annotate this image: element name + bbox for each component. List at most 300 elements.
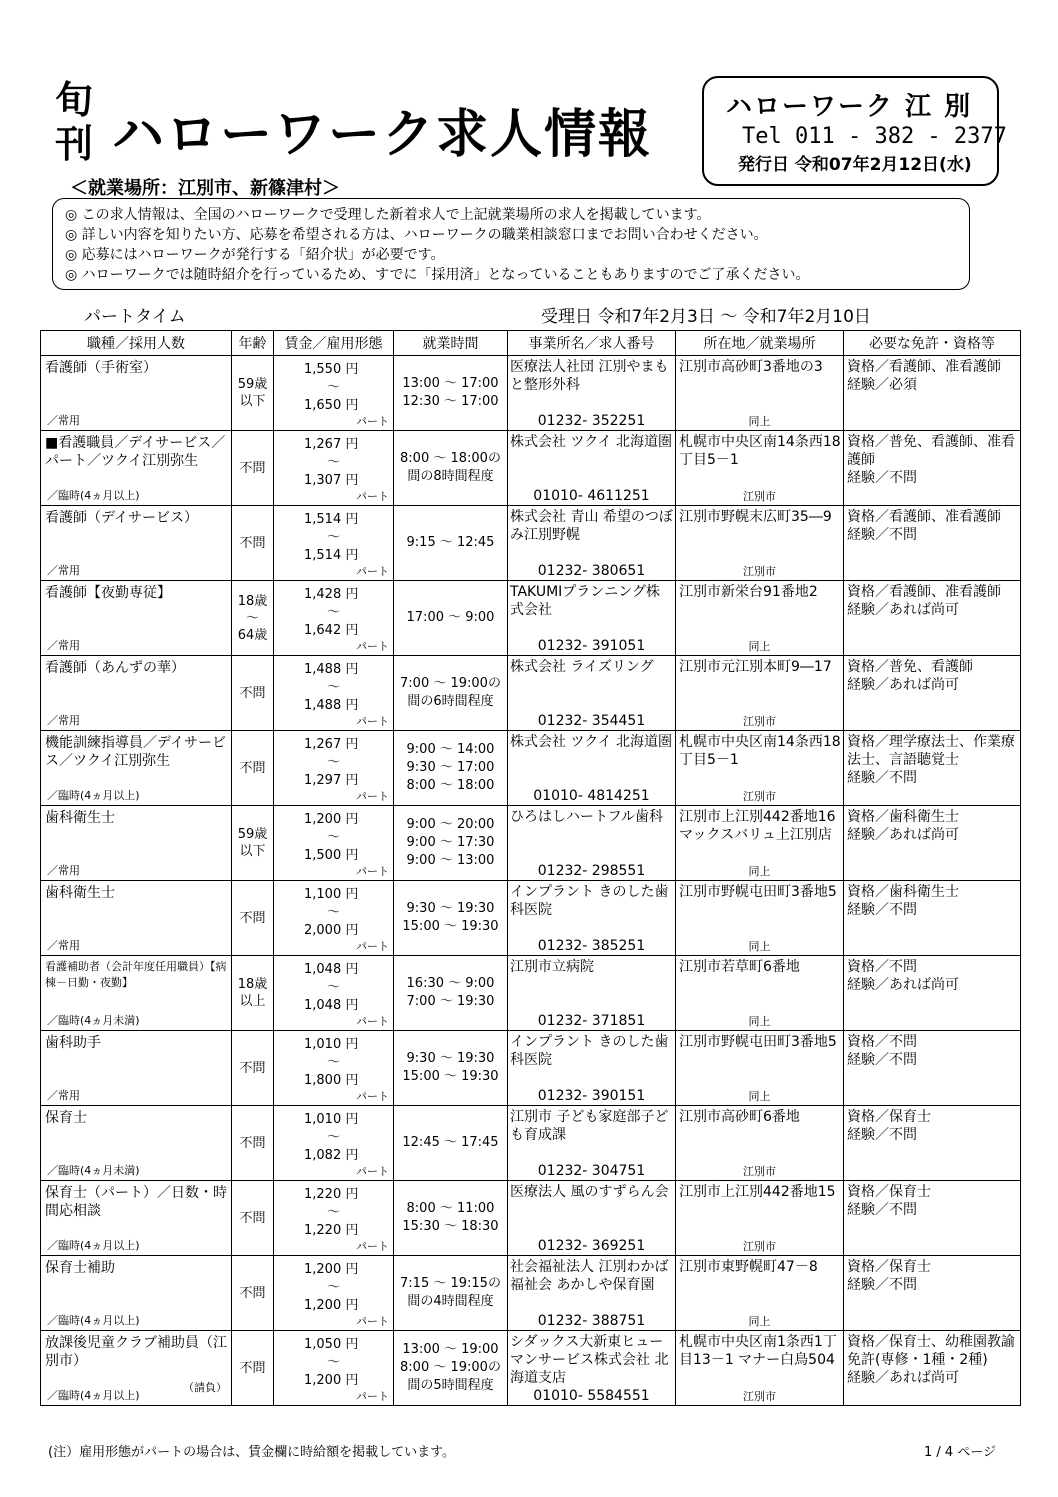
wage-type: パート <box>356 1390 389 1403</box>
company-location: 札幌市中央区南1条西1丁目13－1 マナー白鳥504 <box>679 1334 837 1368</box>
wage-type: パート <box>356 565 389 578</box>
table-row <box>41 1331 1021 1406</box>
note-line: ◎ 詳しい内容を知りたい方、応募を希望される方は、ハローワークの職業相談窓口までお問い合わせください。 <box>65 227 768 243</box>
wage-type: パート <box>356 640 389 653</box>
work-hours: 9:00 ～ 20:00 9:00 ～ 17:30 9:00 ～ 13:00 <box>406 817 495 868</box>
col-header-company: 事業所名／求人番号 <box>508 331 676 356</box>
wage-max: 1,297 円 <box>304 773 359 788</box>
wage-type: パート <box>356 1165 389 1178</box>
work-hours: 8:00 ～ 18:00の間の8時間程度 <box>400 451 501 484</box>
work-hours: 9:30 ～ 19:30 15:00 ～ 19:30 <box>402 1051 499 1084</box>
hours-cell <box>394 1331 508 1406</box>
workplace: 江別市 <box>743 490 776 503</box>
job-number: 01232- 369251 <box>537 1238 646 1254</box>
table-row <box>41 506 1021 581</box>
hours-cell <box>394 656 508 731</box>
location-cell <box>676 506 844 581</box>
company-name: ひろはしハートフル歯科 <box>510 809 664 825</box>
age-cell <box>232 1181 274 1256</box>
hours-cell <box>394 431 508 506</box>
job-number: 01232- 388751 <box>537 1313 646 1329</box>
work-hours: 9:00 ～ 14:00 9:30 ～ 17:00 8:00 ～ 18:00 <box>406 742 495 793</box>
requirements-cell <box>844 1331 1021 1406</box>
work-hours: 7:00 ～ 19:00の間の6時間程度 <box>400 676 501 709</box>
location-cell <box>676 956 844 1031</box>
age-cell <box>232 431 274 506</box>
requirements: 資格／歯科衛生士 経験／あれば尚可 <box>847 809 959 843</box>
requirements-cell <box>844 656 1021 731</box>
table-row <box>41 431 1021 506</box>
job-title: 看護師（手術室） <box>45 360 157 376</box>
wage-max: 1,200 円 <box>304 1373 359 1388</box>
job-number: 01232- 298551 <box>537 863 646 879</box>
col-header-requirements: 必要な免許・資格等 <box>844 331 1021 356</box>
wage-tilde: ～ <box>326 755 340 770</box>
job-number: 01232- 371851 <box>537 1013 646 1029</box>
wage-cell <box>274 881 394 956</box>
employment-type: ／常用 <box>47 939 80 952</box>
requirements-cell <box>844 956 1021 1031</box>
job-cell <box>41 956 232 1031</box>
requirements: 資格／保育士 経験／不問 <box>847 1184 931 1218</box>
requirements: 資格／保育士 経験／不問 <box>847 1259 931 1293</box>
table-header-row <box>41 331 1021 356</box>
age-cell <box>232 1256 274 1331</box>
workplace: 江別市 <box>743 1240 776 1253</box>
company-name: シダックス大新東ヒューマンサービス株式会社 北海道支店 <box>510 1334 669 1386</box>
requirements: 資格／保育士 経験／不問 <box>847 1109 931 1143</box>
wage-tilde: ～ <box>326 1280 340 1295</box>
company-name: インプラント きのした歯科医院 <box>510 1034 669 1068</box>
job-cell <box>41 1181 232 1256</box>
job-number: 01232- 385251 <box>537 938 646 954</box>
job-number: 01232- 390151 <box>537 1088 646 1104</box>
wage-cell <box>274 1181 394 1256</box>
job-cell <box>41 656 232 731</box>
table-row <box>41 806 1021 881</box>
job-title: 保育士 <box>45 1110 87 1126</box>
wage-max: 1,514 円 <box>304 548 359 563</box>
work-hours: 8:00 ～ 11:00 15:30 ～ 18:30 <box>402 1201 499 1234</box>
wage-max: 1,800 円 <box>304 1073 359 1088</box>
company-cell <box>508 431 676 506</box>
job-cell <box>41 1106 232 1181</box>
work-hours: 9:30 ～ 19:30 15:00 ～ 19:30 <box>402 901 499 934</box>
company-name: インプラント きのした歯科医院 <box>510 884 669 918</box>
wage-max: 1,500 円 <box>304 848 359 863</box>
col-header-wage: 賃金／雇用形態 <box>274 331 394 356</box>
wage-min: 1,428 円 <box>304 587 359 602</box>
col-header-job: 職種／採用人数 <box>41 331 232 356</box>
age-requirement: 不問 <box>239 1360 266 1376</box>
requirements-cell <box>844 1181 1021 1256</box>
table-row <box>41 1181 1021 1256</box>
company-cell <box>508 1331 676 1406</box>
hours-cell <box>394 1106 508 1181</box>
wage-cell <box>274 1106 394 1181</box>
location-cell <box>676 1256 844 1331</box>
requirements: 資格／普免、看護師、准看護師 経験／不問 <box>847 434 1015 486</box>
age-cell <box>232 1331 274 1406</box>
company-cell <box>508 656 676 731</box>
job-number: 01232- 391051 <box>537 638 646 654</box>
hours-cell <box>394 506 508 581</box>
location-cell <box>676 1106 844 1181</box>
wage-max: 1,048 円 <box>304 998 359 1013</box>
note-line: ◎ ハローワークでは随時紹介を行っているため、すでに「採用済」となっていることもありますのでご了承ください。 <box>65 267 810 283</box>
workplace: 同上 <box>748 1015 771 1028</box>
company-cell <box>508 356 676 431</box>
wage-type: パート <box>356 1090 389 1103</box>
employment-type: ／臨時(4ヵ月以上) <box>47 489 140 502</box>
company-cell <box>508 1031 676 1106</box>
employment-type: ／臨時(4ヵ月以上) <box>47 1389 140 1402</box>
office-tel: Tel 011 - 382 - 2377 <box>742 124 1007 149</box>
company-location: 江別市上江別442番地15 <box>679 1184 836 1200</box>
workplace: 江別市 <box>743 790 776 803</box>
job-title: 看護師（あんずの華） <box>45 660 185 676</box>
company-location: 江別市元江別本町9―17 <box>679 659 832 675</box>
table-row <box>41 1256 1021 1331</box>
company-location: 江別市若草町6番地 <box>679 959 800 975</box>
table-row <box>41 1106 1021 1181</box>
hours-cell <box>394 881 508 956</box>
requirements: 資格／看護師、准看護師 経験／必須 <box>847 359 1001 393</box>
age-requirement: 不問 <box>239 1210 266 1226</box>
table-row <box>41 356 1021 431</box>
company-name: 株式会社 ライズリング <box>510 659 654 675</box>
company-cell <box>508 956 676 1031</box>
job-cell <box>41 1331 232 1406</box>
wage-min: 1,267 円 <box>304 737 359 752</box>
hours-cell <box>394 1181 508 1256</box>
requirements: 資格／理学療法士、作業療法士、言語聴覚士 経験／不問 <box>847 734 1015 786</box>
hours-cell <box>394 956 508 1031</box>
employment-type: ／常用 <box>47 639 80 652</box>
wage-min: 1,488 円 <box>304 662 359 677</box>
wage-max: 1,082 円 <box>304 1148 359 1163</box>
workplace: 同上 <box>748 1090 771 1103</box>
hours-cell <box>394 1031 508 1106</box>
job-subtype: （請負） <box>183 1381 227 1394</box>
work-hours: 13:00 ～ 17:00 12:30 ～ 17:00 <box>402 376 499 409</box>
table-row <box>41 1031 1021 1106</box>
location-cell <box>676 881 844 956</box>
hours-cell <box>394 1256 508 1331</box>
requirements: 資格／不問 経験／不問 <box>847 1034 917 1068</box>
wage-tilde: ～ <box>326 830 340 845</box>
location-cell <box>676 656 844 731</box>
age-requirement: 18歳 ～ 64歳 <box>237 593 268 643</box>
company-location: 江別市野幌屯田町3番地5 <box>679 884 837 900</box>
requirements: 資格／普免、看護師 経験／あれば尚可 <box>847 659 973 693</box>
wage-type: パート <box>356 790 389 803</box>
table-row <box>41 881 1021 956</box>
employment-type: ／臨時(4ヵ月以上) <box>47 789 140 802</box>
employment-type: ／臨時(4ヵ月以上) <box>47 1239 140 1252</box>
col-header-location: 所在地／就業場所 <box>676 331 844 356</box>
age-cell <box>232 356 274 431</box>
wage-max: 1,200 円 <box>304 1298 359 1313</box>
age-requirement: 59歳 以下 <box>237 827 268 859</box>
age-cell <box>232 806 274 881</box>
workplace: 同上 <box>748 940 771 953</box>
wage-tilde: ～ <box>326 1055 340 1070</box>
age-cell <box>232 881 274 956</box>
age-cell <box>232 1106 274 1181</box>
notes-box <box>52 198 970 290</box>
wage-cell <box>274 656 394 731</box>
job-cell <box>41 356 232 431</box>
wage-max: 2,000 円 <box>304 923 359 938</box>
hours-cell <box>394 806 508 881</box>
footnote: (注）雇用形態がパートの場合は、賃金欄に時給額を掲載しています。 <box>48 1445 456 1460</box>
age-requirement: 不問 <box>239 760 266 776</box>
job-number: 01010- 5584551 <box>533 1388 650 1404</box>
wage-tilde: ～ <box>326 1355 340 1370</box>
company-name: 医療法人社団 江別やまもと整形外科 <box>510 359 669 393</box>
company-location: 札幌市中央区南14条西18丁目5－1 <box>679 734 841 768</box>
job-cell <box>41 806 232 881</box>
company-cell <box>508 581 676 656</box>
wage-tilde: ～ <box>326 1205 340 1220</box>
job-title: ■看護職員／デイサービス／パート／ツクイ江別弥生 <box>45 435 226 469</box>
requirements-cell <box>844 1106 1021 1181</box>
col-header-age: 年齢 <box>232 331 274 356</box>
company-name: 社会福祉法人 江別わかば福祉会 あかしや保育園 <box>510 1259 669 1293</box>
wage-min: 1,100 円 <box>304 887 359 902</box>
section-label: パートタイム <box>84 307 186 327</box>
age-requirement: 不問 <box>239 910 266 926</box>
age-requirement: 不問 <box>239 1285 266 1301</box>
reception-period: 受理日 令和7年2月3日 ～ 令和7年2月10日 <box>541 307 871 327</box>
wage-cell <box>274 431 394 506</box>
requirements-cell <box>844 1031 1021 1106</box>
job-number: 01232- 352251 <box>537 413 646 429</box>
wage-tilde: ～ <box>326 530 340 545</box>
wage-min: 1,050 円 <box>304 1337 359 1352</box>
note-line: ◎ 応募にはハローワークが発行する「紹介状」が必要です。 <box>65 247 445 263</box>
requirements-cell <box>844 581 1021 656</box>
company-cell <box>508 1256 676 1331</box>
wage-type: パート <box>356 490 389 503</box>
table-row <box>41 656 1021 731</box>
requirements-cell <box>844 731 1021 806</box>
company-name: TAKUMIプランニング株式会社 <box>510 584 661 618</box>
requirements: 資格／歯科衛生士 経験／不問 <box>847 884 959 918</box>
hours-cell <box>394 731 508 806</box>
company-cell <box>508 1106 676 1181</box>
employment-type: ／常用 <box>47 864 80 877</box>
hours-cell <box>394 356 508 431</box>
location-cell <box>676 1181 844 1256</box>
job-number: 01232- 380651 <box>537 563 646 579</box>
wage-cell <box>274 1031 394 1106</box>
company-name: 株式会社 ツクイ 北海道圏 <box>510 434 673 450</box>
wage-type: パート <box>356 1315 389 1328</box>
issue-frequency-mark: 旬 刊 <box>55 78 94 166</box>
requirements: 資格／不問 経験／あれば尚可 <box>847 959 959 993</box>
company-location: 江別市野幌屯田町3番地5 <box>679 1034 837 1050</box>
location-cell <box>676 1331 844 1406</box>
job-number: 01010- 4814251 <box>533 788 650 804</box>
wage-min: 1,200 円 <box>304 1262 359 1277</box>
job-number: 01010- 4611251 <box>533 488 650 504</box>
job-title: 機能訓練指導員／デイサービス／ツクイ江別弥生 <box>45 735 227 769</box>
job-cell <box>41 581 232 656</box>
company-location: 江別市東野幌町47－8 <box>679 1259 818 1275</box>
wage-tilde: ～ <box>326 1130 340 1145</box>
wage-min: 1,010 円 <box>304 1112 359 1127</box>
company-name: 医療法人 風のすずらん会 <box>510 1184 669 1200</box>
workplace: 江別市 <box>743 715 776 728</box>
wage-type: パート <box>356 865 389 878</box>
wage-cell <box>274 1331 394 1406</box>
workplace: 同上 <box>748 415 771 428</box>
table-row <box>41 956 1021 1031</box>
age-cell <box>232 581 274 656</box>
company-location: 江別市新栄台91番地2 <box>679 584 818 600</box>
wage-min: 1,550 円 <box>304 362 359 377</box>
location-cell <box>676 356 844 431</box>
requirements: 資格／看護師、准看護師 経験／不問 <box>847 509 1001 543</box>
job-title: 歯科衛生士 <box>45 885 115 901</box>
office-name: ハローワーク 江 別 <box>726 92 973 122</box>
job-title: 放課後児童クラブ補助員（江別市） <box>45 1335 227 1369</box>
wage-cell <box>274 581 394 656</box>
company-location: 江別市野幌末広町35―9 <box>679 509 832 525</box>
job-title: 看護師（デイサービス） <box>45 510 199 526</box>
location-cell <box>676 1031 844 1106</box>
requirements: 資格／看護師、准看護師 経験／あれば尚可 <box>847 584 1001 618</box>
age-cell <box>232 956 274 1031</box>
work-area-subtitle: ＜就業場所：江別市、新篠津村＞ <box>70 178 340 199</box>
company-name: 江別市 子ども家庭部子ども育成課 <box>510 1109 669 1143</box>
requirements-cell <box>844 806 1021 881</box>
company-cell <box>508 731 676 806</box>
wage-min: 1,200 円 <box>304 812 359 827</box>
location-cell <box>676 581 844 656</box>
note-line: ◎ この求人情報は、全国のハローワークで受理した新着求人で上記就業場所の求人を掲載しています。 <box>65 207 711 223</box>
wage-min: 1,267 円 <box>304 437 359 452</box>
wage-cell <box>274 806 394 881</box>
company-cell <box>508 806 676 881</box>
employment-type: ／臨時(4ヵ月未満) <box>47 1014 140 1027</box>
wage-min: 1,048 円 <box>304 962 359 977</box>
company-location: 江別市高砂町3番地の3 <box>679 359 823 375</box>
wage-max: 1,307 円 <box>304 473 359 488</box>
job-title: 保育士補助 <box>45 1260 115 1276</box>
workplace: 江別市 <box>743 1390 776 1403</box>
wage-cell <box>274 506 394 581</box>
table-row <box>41 581 1021 656</box>
age-requirement: 不問 <box>239 460 266 476</box>
wage-tilde: ～ <box>326 605 340 620</box>
job-cell <box>41 731 232 806</box>
age-cell <box>232 506 274 581</box>
employment-type: ／常用 <box>47 564 80 577</box>
wage-cell <box>274 956 394 1031</box>
workplace: 同上 <box>748 1315 771 1328</box>
wage-type: パート <box>356 940 389 953</box>
page-number: 1 / 4 ページ <box>924 1445 997 1460</box>
table-row <box>41 731 1021 806</box>
job-cell <box>41 506 232 581</box>
company-cell <box>508 881 676 956</box>
wage-cell <box>274 731 394 806</box>
wage-tilde: ～ <box>326 380 340 395</box>
job-cell <box>41 1256 232 1331</box>
requirements-cell <box>844 506 1021 581</box>
age-requirement: 不問 <box>239 685 266 701</box>
job-title: 看護補助者（会計年度任用職員）【病棟－日勤・夜勤】 <box>45 960 227 989</box>
job-title: 看護師【夜勤専従】 <box>45 585 171 601</box>
employment-type: ／臨時(4ヵ月未満) <box>47 1164 140 1177</box>
job-table <box>40 330 1021 1406</box>
wage-max: 1,642 円 <box>304 623 359 638</box>
workplace: 江別市 <box>743 565 776 578</box>
wage-type: パート <box>356 1015 389 1028</box>
employment-type: ／常用 <box>47 714 80 727</box>
employment-type: ／常用 <box>47 1089 80 1102</box>
issue-date: 発行日 令和07年2月12日(水) <box>738 155 972 175</box>
requirements-cell <box>844 356 1021 431</box>
wage-type: パート <box>356 1240 389 1253</box>
office-info-box <box>702 76 1007 186</box>
wage-min: 1,220 円 <box>304 1187 359 1202</box>
company-name: 江別市立病院 <box>510 959 594 975</box>
company-name: 株式会社 ツクイ 北海道圏 <box>510 734 673 750</box>
age-requirement: 18歳 以上 <box>237 977 268 1009</box>
wage-tilde: ～ <box>326 455 340 470</box>
wage-cell <box>274 1256 394 1331</box>
company-name: 株式会社 青山 希望のつぼみ江別野幌 <box>510 509 673 543</box>
job-title: 歯科助手 <box>45 1035 101 1051</box>
company-location: 江別市上江別442番地16 マックスバリュ上江別店 <box>679 809 836 843</box>
job-title: 歯科衛生士 <box>45 810 115 826</box>
job-number: 01232- 354451 <box>537 713 646 729</box>
job-cell <box>41 1031 232 1106</box>
wage-cell <box>274 356 394 431</box>
work-hours: 7:15 ～ 19:15の間の4時間程度 <box>400 1276 501 1309</box>
workplace: 同上 <box>748 640 771 653</box>
page-title: ハローワーク求人情報 <box>112 105 653 165</box>
requirements-cell <box>844 431 1021 506</box>
wage-min: 1,010 円 <box>304 1037 359 1052</box>
location-cell <box>676 431 844 506</box>
employment-type: ／臨時(4ヵ月以上) <box>47 1314 140 1327</box>
company-cell <box>508 1181 676 1256</box>
company-location: 江別市高砂町6番地 <box>679 1109 800 1125</box>
location-cell <box>676 731 844 806</box>
work-hours: 9:15 ～ 12:45 <box>406 535 495 550</box>
workplace: 江別市 <box>743 1165 776 1178</box>
company-cell <box>508 506 676 581</box>
wage-min: 1,514 円 <box>304 512 359 527</box>
age-cell <box>232 656 274 731</box>
job-title: 保育士（パート）／日数・時間応相談 <box>45 1185 227 1219</box>
wage-tilde: ～ <box>326 980 340 995</box>
wage-type: パート <box>356 415 389 428</box>
wage-max: 1,488 円 <box>304 698 359 713</box>
requirements-cell <box>844 881 1021 956</box>
age-cell <box>232 731 274 806</box>
age-requirement: 不問 <box>239 1060 266 1076</box>
col-header-hours: 就業時間 <box>394 331 508 356</box>
requirements-cell <box>844 1256 1021 1331</box>
workplace: 同上 <box>748 865 771 878</box>
requirements: 資格／保育士、幼稚園教諭免許(専修・1種・2種) 経験／あれば尚可 <box>847 1334 1015 1386</box>
